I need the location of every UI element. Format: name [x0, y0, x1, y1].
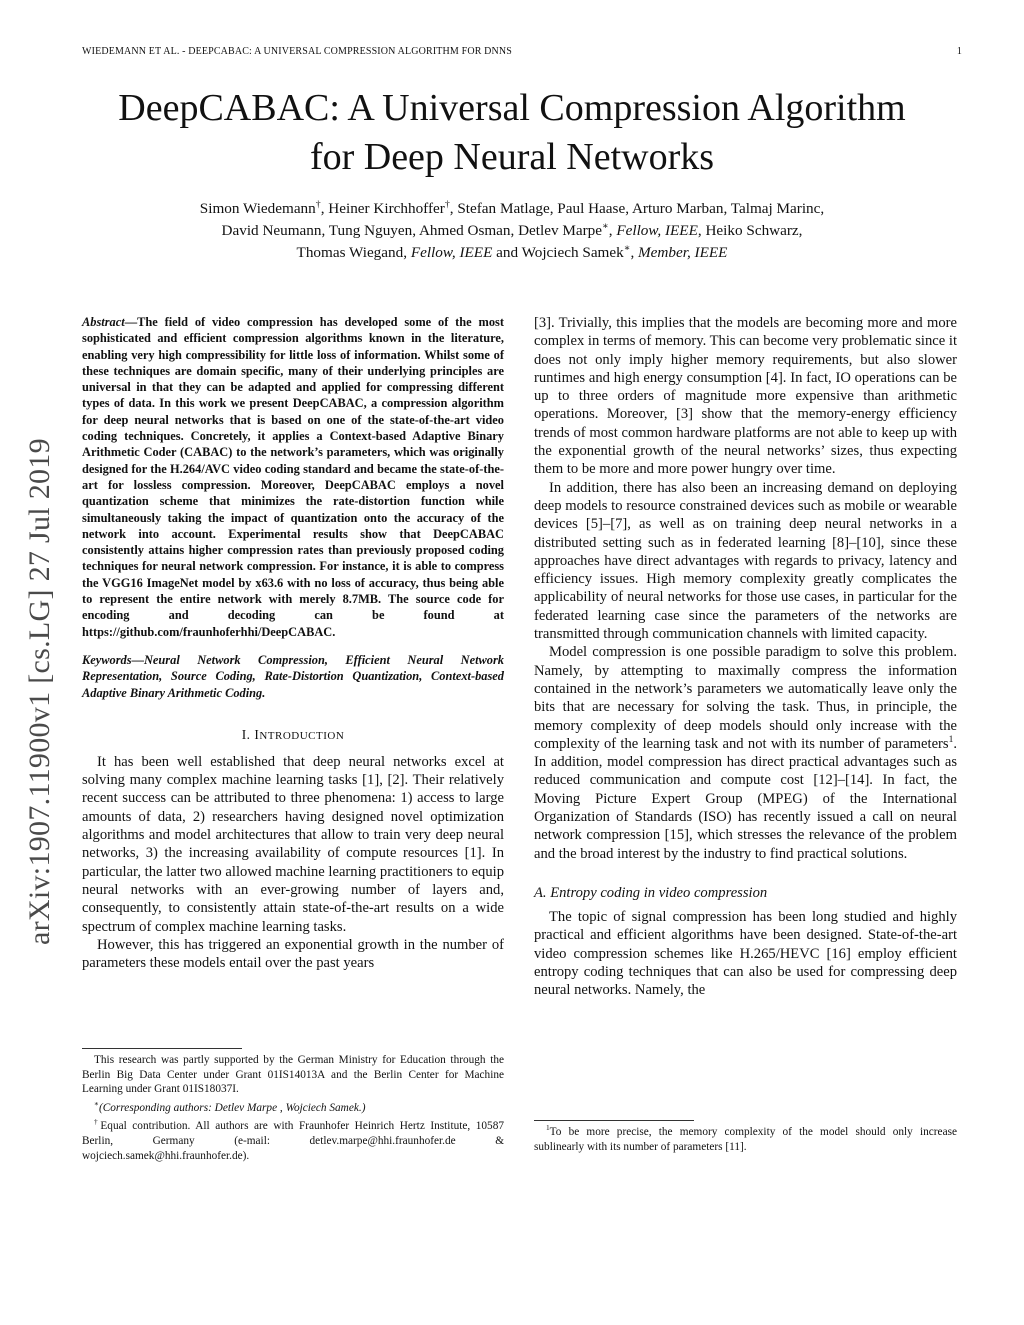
author-affiliation: Fellow, IEEE	[410, 244, 493, 261]
paper-title	[60, 84, 964, 182]
footnote-equal-contribution	[82, 1119, 504, 1163]
title-line-2: for Deep Neural Networks	[309, 136, 715, 178]
author-text: , Stefan Matlage, Paul Haase, Arturo Marban, Talmaj Marinc,	[449, 200, 825, 217]
subsection-heading-entropy-coding: A. Entropy coding in video compression	[534, 884, 768, 901]
footnote-divider	[82, 1048, 242, 1049]
author-text: ,	[630, 244, 639, 261]
footnote-ref: 1	[948, 734, 954, 745]
abstract	[82, 314, 504, 640]
star-mark: ∗	[94, 1099, 99, 1109]
entropy-paragraph-1: The topic of signal compression has been long studied and highly practical and efficient algorithms have been designed. State-of-the-art video compression schemes like H.265/HEVC [16] employ efficient entropy coding techniques that can also be used for compressing deep neural networks. Namely, the	[534, 908, 957, 999]
arxiv-stamp: arXiv:1907.11900v1 [cs.LG] 27 Jul 2019	[23, 438, 56, 945]
footnote-funding: This research was partly supported by the German Ministry for Education through the Berlin Big Data Center under Grant 01IS14013A and the Berlin Center for Machine Learning under Grant 01IS18037I.	[82, 1054, 504, 1096]
author-list	[80, 198, 944, 264]
left-footnotes	[82, 1048, 504, 1163]
star-mark: ∗	[623, 242, 631, 254]
page-number: 1	[956, 46, 962, 57]
author-line-2	[80, 220, 944, 242]
paragraph-text: Model compression is one possible paradigm to solve this problem. Namely, by attempting to maximally compress the information contained in the network’s parameters we automatically leave only the bits that are necessary for solving the task. Thus, in principle, the memory complexity of deep models should only increase with the complexity of the learning task and not with its number of parameters	[534, 644, 957, 752]
intro-paragraph-2: However, this has triggered an exponential growth in the number of parameters these models entail over the past years	[82, 936, 504, 972]
right-column	[534, 314, 957, 999]
star-mark: ∗	[602, 220, 609, 232]
author-affiliation: Member, IEEE	[638, 244, 728, 261]
author-text: and Wojciech Samek	[492, 244, 624, 261]
author-text: Thomas Wiegand,	[296, 244, 411, 261]
title-line-1: DeepCABAC: A Universal Compression Algorithm	[118, 87, 906, 129]
intro-paragraph-4: In addition, there has also been an increasing demand on deploying deep models to resource constrained devices such as mobile or wearable devices [5]–[7], as well as on training deep neural networks in a distributed setting such as in federated learning [8]–[10], since these approaches have direct advantages with regards to privacy, latency and efficiency issues. High memory complexity greatly complicates the applicability of neural networks for those use cases, in particular for the federated learning case since the parameters of the networks are transmitted through communication channels with limited capacity.	[534, 479, 957, 643]
keywords-label: Keywords	[82, 652, 132, 667]
author-text: ,	[608, 222, 617, 239]
dagger-mark: †	[444, 198, 450, 210]
running-header	[82, 46, 962, 62]
section-heading-introduction	[82, 727, 504, 743]
author-text: , Heiner Kirchhoffer	[320, 200, 445, 217]
author-text: David Neumann, Tung Nguyen, Ahmed Osman, Detlev Marpe	[221, 222, 603, 239]
section-number: I.	[241, 726, 255, 742]
footnote-text: (Corresponding authors: Detlev Marpe , Wojciech Samek.)	[98, 1101, 366, 1114]
abstract-label: Abstract	[82, 315, 125, 329]
intro-paragraph-3: [3]. Trivially, this implies that the models are becoming more and more complex in terms of memory. This can become very problematic since it does not only imply higher memory requirements, but also slower runtimes and high energy consumption [4]. In fact, IO operations can be up to three orders of magnitude more expensive than arithmetic operations. Moreover, [3] show that the memory-energy efficiency trends of most common hardware platforms are not able to keep up with the exponential growth of the neural networks’ sizes, thus expecting them to be more and more power hungry over time.	[534, 315, 957, 478]
author-line-3	[80, 242, 944, 264]
intro-paragraph-5	[534, 643, 957, 863]
keywords	[82, 652, 504, 701]
author-text: Simon Wiedemann	[199, 200, 316, 217]
intro-paragraph-1: It has been well established that deep neural networks excel at solving many complex machine learning tasks [1], [2]. Their relatively recent success can be attributed to three phenomena: 1) access to large amounts of data, 2) researchers having designed novel optimization algorithms and model architectures that allow to train very deep neural networks, 3) the increasing availability of compute resources [1]. In particular, the latter two allowed machine learning practitioners to equip neural networks with an ever-growing number of layers and, consequently, to consistently attain state-of-the-art results on a wide spectrum of complex machine learning tasks.	[82, 753, 504, 935]
left-column	[82, 314, 504, 972]
author-line-1	[80, 198, 944, 220]
right-footnotes	[534, 1120, 957, 1154]
keywords-text: Neural Network Compression, Efficient Neural Network Representation, Source Coding, Rate-Distortion Quantization, Context-based Adaptive Binary Arithmetic Coding.	[82, 652, 504, 700]
keywords-dash: —	[131, 652, 144, 667]
dagger-mark: †	[315, 198, 321, 210]
section-initial: I	[254, 726, 260, 742]
author-affiliation: Fellow, IEEE	[616, 222, 698, 239]
section-rest: NTRODUCTION	[259, 729, 345, 742]
abstract-text: The field of video compression has developed some of the most sophisticated and efficient compression algorithms known in the literature, enabling very high compressibility for little loss of information. Whilst some of these techniques are domain specific, many of their underlying principles are universal in that they can be adapted and applied for compressing different types of data. In this work we present DeepCABAC, a compression algorithm for deep neural networks that is based on one of the state-of-the-art video coding techniques. Concretely, it applies a Context-based Adaptive Binary Arithmetic Coder (CABAC) to the network’s parameters, which was originally designed for the H.264/AVC video coding standard and became the state-of-the-art for lossless compression. Moreover, DeepCABAC employs a novel quantization scheme that minimizes the rate-distortion function while simultaneously taking the impact of quantization onto the accuracy of the network into account. Experimental results show that DeepCABAC consistently attains higher compression rates than previously proposed coding techniques for neural network compression. For instance, it is able to compress the VGG16 ImageNet model by x63.6 with no loss of accuracy, thus being able to represent the entire network with merely 8.7MB. The source code for encoding and decoding can be found at https://github.com/fraunhoferhhi/DeepCABAC.	[82, 315, 504, 639]
footnote-divider	[534, 1120, 694, 1121]
footnote-text: Equal contribution. All authors are with Fraunhofer Heinrich Hertz Institute, 10587 Berlin, Germany (e-mail: detlev.marpe@hhi.fraunhofer.de & wojciech.samek@hhi.fraunhofer.de).	[82, 1120, 504, 1162]
footnote-mark: 1	[546, 1123, 550, 1133]
footnote-1	[534, 1125, 957, 1154]
running-head-text: WIEDEMANN ET AL. - DEEPCABAC: A UNIVERSAL COMPRESSION ALGORITHM FOR DNNS	[82, 46, 512, 57]
footnote-text: To be more precise, the memory complexity of the model should only increase sublinearly with its number of parameters [11].	[534, 1126, 957, 1153]
dagger-mark: †	[94, 1117, 101, 1127]
footnote-corresponding	[82, 1101, 504, 1116]
abstract-dash: —	[124, 315, 138, 329]
paragraph-text: . In addition, model compression has direct practical advantages such as reduced communication and compute cost [12]–[14]. In fact, the Moving Picture Expert Group (MPEG) of the International Organization of Standards (ISO) has recently issued a call on neural network compression [15], which stresses the relevance of the problem and the broad interest by the industry to find practical solutions.	[534, 735, 957, 862]
author-text: , Heiko Schwarz,	[697, 222, 803, 239]
